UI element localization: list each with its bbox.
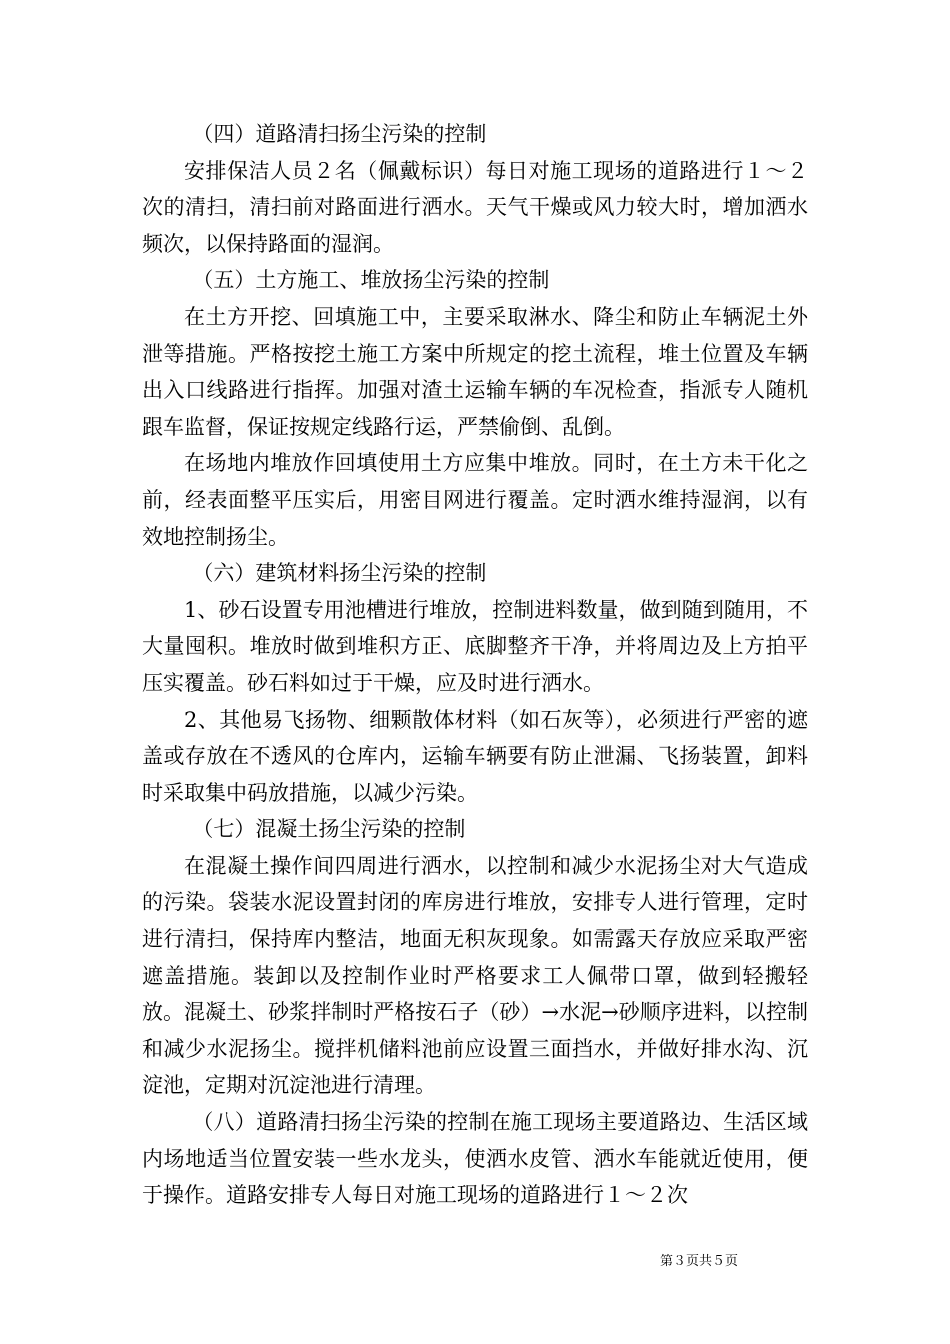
paragraph-sand-gravel: 1、砂石设置专用池槽进行堆放，控制进料数量，做到随到随用，不大量囤积。堆放时做到堆积方正、底脚整齐干净，并将周边及上方拍平压实覆盖。砂石料如过于干燥，应及时进行洒水。 <box>142 597 808 695</box>
paragraph-concrete: 在混凝土操作间四周进行洒水，以控制和减少水泥扬尘对大气造成的污染。袋装水泥设置封闭的库房进行堆放，安排专人进行管理，定时进行清扫，保持库内整洁，地面无积灰现象。如需露天存放应采取严密遮盖措施。装卸以及控制作业时严格要求工人佩带口罩，做到轻搬轻放。混凝土、砂浆拌制时严格按石子（砂）→水泥→砂顺序进料，以控制和减少水泥扬尘。搅拌机储料池前应设置三面挡水，并做好排水沟、沉淀池，定期对沉淀池进行清理。 <box>142 853 808 1098</box>
section-heading-4: （四）道路清扫扬尘污染的控制 <box>192 122 487 146</box>
section-heading-7: （七）混凝土扬尘污染的控制 <box>192 817 466 842</box>
paragraph-earth-storage: 在场地内堆放作回填使用土方应集中堆放。同时，在土方未干化之前，经表面整平压实后，用密目网进行覆盖。定时洒水维持湿润，以有效地控制扬尘。 <box>142 451 808 549</box>
page-number: 第３页共５页 <box>659 1254 738 1269</box>
page-footer <box>0 1250 950 1269</box>
document-body <box>142 116 808 1214</box>
section-heading-5: （五）土方施工、堆放扬尘污染的控制 <box>192 268 550 293</box>
paragraph-earthwork: 在土方开挖、回填施工中，主要采取淋水、降尘和防止车辆泥土外泄等措施。严格按挖土施工方案中所规定的挖土流程，堆土位置及车辆出入口线路进行指挥。加强对渣土运输车辆的车况检查，指派专人随机跟车监督，保证按规定线路行运，严禁偷倒、乱倒。 <box>142 304 808 439</box>
section-heading-6: （六）建筑材料扬尘污染的控制 <box>192 561 487 586</box>
paragraph-road-cleaning: 安排保洁人员２名（佩戴标识）每日对施工现场的道路进行１～２次的清扫，清扫前对路面进行洒水。天气干燥或风力较大时，增加洒水频次，以保持路面的湿润。 <box>142 158 808 256</box>
section-heading-8: （八）道路清扫扬尘污染的控制在施工现场主要道路边、生活区域内场地适当位置安装一些水龙头，使洒水皮管、洒水车能就近使用，便于操作。道路安排专人每日对施工现场的道路进行１～２次 <box>142 1110 808 1208</box>
paragraph-fine-materials: 2、其他易飞扬物、细颗散体材料（如石灰等），必须进行严密的遮盖或存放在不透风的仓库内，运输车辆要有防止泄漏、飞扬装置，卸料时采取集中码放措施，以减少污染。 <box>142 707 808 805</box>
